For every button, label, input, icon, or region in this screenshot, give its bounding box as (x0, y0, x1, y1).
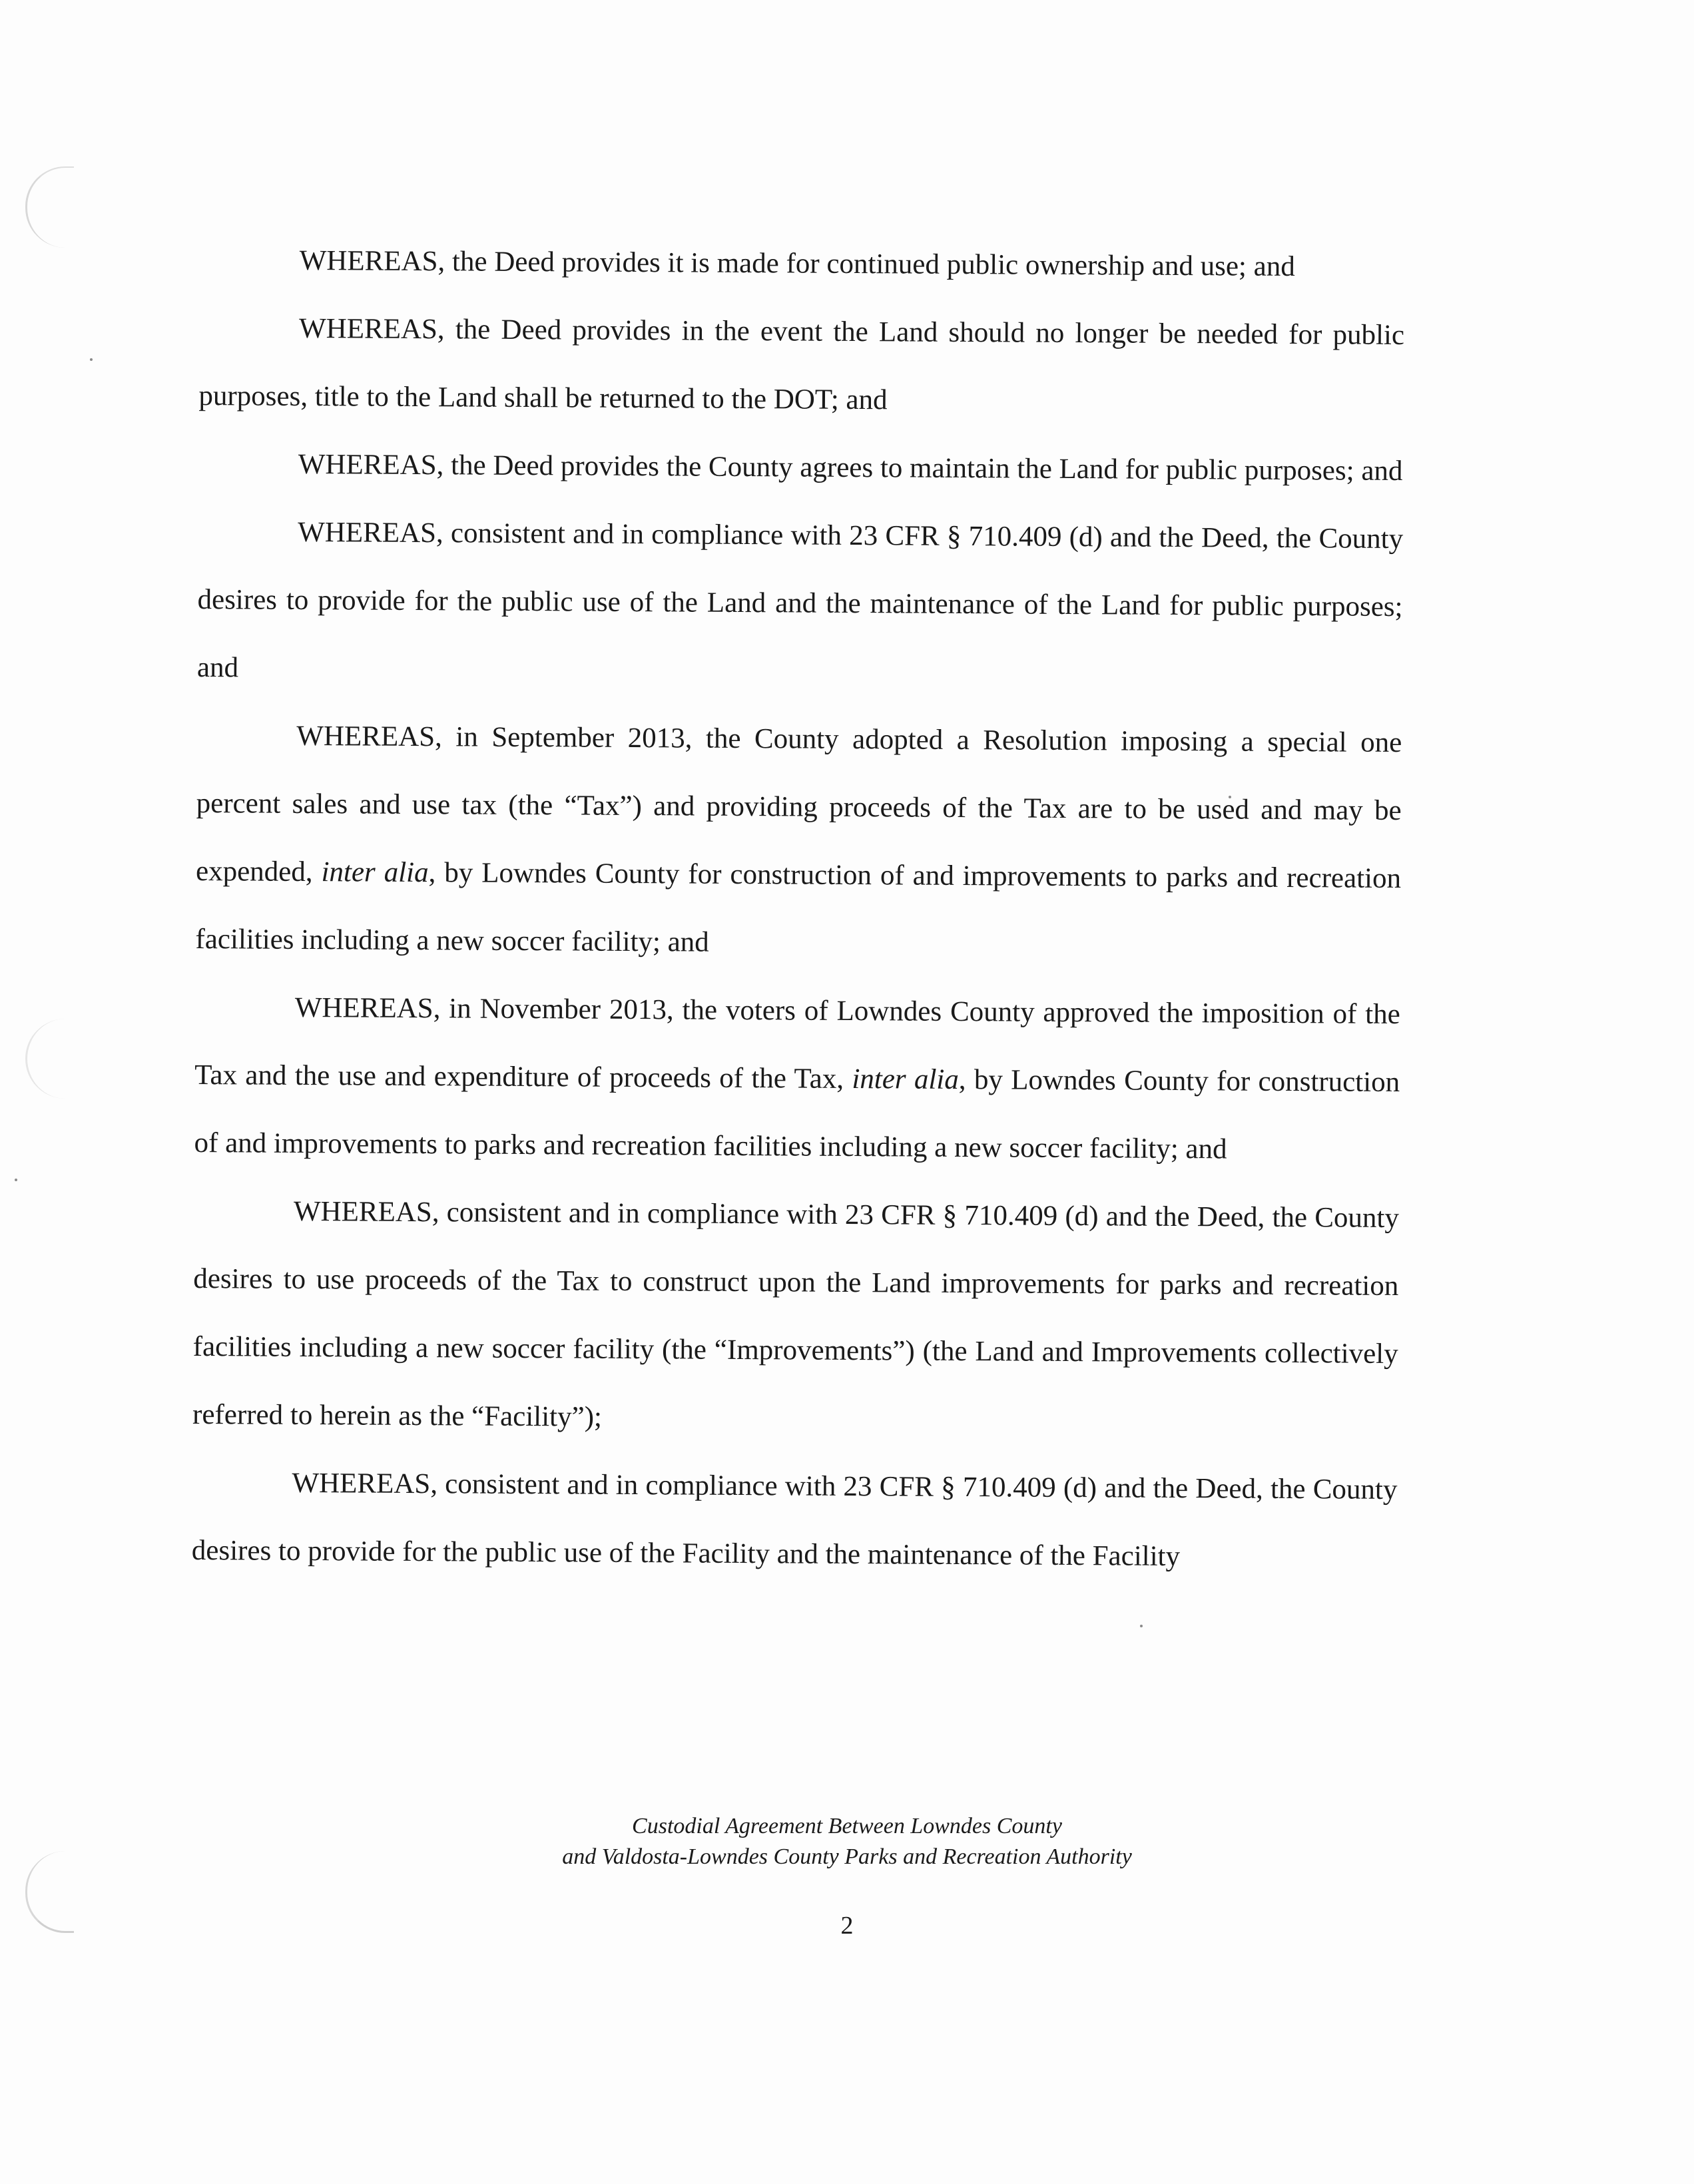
document-body (192, 226, 1405, 1592)
scan-speck (90, 358, 93, 361)
clause-text: WHEREAS, the Deed provides the County agrees to maintain the Land for public purposes; and (298, 448, 1403, 487)
clause-text: WHEREAS, in November 2013, the voters of Lowndes County approved the imposition of the Tax and the use and expenditure of proceeds of the Tax, (194, 991, 1400, 1095)
footer-line-2: and Valdosta-Lowndes County Parks and Recreation Authority (562, 1844, 1132, 1869)
page-number: 2 (840, 1912, 854, 1940)
whereas-clause-6 (194, 973, 1400, 1185)
whereas-clause-2 (198, 294, 1404, 437)
clause-text: WHEREAS, the Deed provides it is made for continued public ownership and use; and (299, 244, 1295, 283)
italic-term: inter alia (321, 856, 429, 889)
whereas-clause-4 (197, 498, 1404, 709)
whereas-clause-8 (192, 1449, 1398, 1592)
scan-speck (15, 1179, 17, 1181)
clause-text: WHEREAS, in September 2013, the County adopted a Resolution imposing a special one percent sales and use tax (the “Tax”) and providing proceeds of the Tax are to be used and may be expended, (195, 720, 1402, 888)
whereas-clause-5 (195, 702, 1402, 981)
whereas-clause-7 (192, 1177, 1399, 1456)
whereas-clause-3 (198, 430, 1404, 505)
binder-hole-middle (25, 1019, 74, 1099)
italic-term: inter alia (852, 1063, 959, 1095)
clause-text: , by Lowndes County for construction of and improvements to parks and recreation facilities including a new soccer facility; and (194, 1063, 1400, 1165)
clause-text: WHEREAS, consistent and in compliance with 23 CFR § 710.409 (d) and the Deed, the County desires to provide for the public use of the Land and the maintenance of the Land for public purposes; and (196, 516, 1404, 684)
clause-text: WHEREAS, consistent and in compliance with 23 CFR § 710.409 (d) and the Deed, the County desires to provide for the public use of the Facility and the maintenance of the Facility (191, 1467, 1398, 1573)
whereas-clause-1 (199, 226, 1405, 302)
footer-line-1: Custodial Agreement Between Lowndes County (632, 1814, 1062, 1838)
binder-hole-top (25, 166, 74, 248)
clause-text: , by Lowndes County for construction of and improvements to parks and recreation facilities including a new soccer facility; and (195, 857, 1402, 958)
clause-text: WHEREAS, the Deed provides in the event the Land should no longer be needed for public purposes, title to the Land shall be returned to the DOT; and (198, 312, 1405, 416)
scan-speck (1140, 1625, 1143, 1627)
clause-text: WHEREAS, consistent and in compliance with 23 CFR § 710.409 (d) and the Deed, the County desires to use proceeds of the Tax to construct upon the Land improvements for parks and recreation facilities including a new soccer facility (the “Improvements”) (the Land and Improvements collectively referred to herein as the “Facility”); (192, 1195, 1400, 1433)
document-footer (0, 1811, 1694, 1872)
